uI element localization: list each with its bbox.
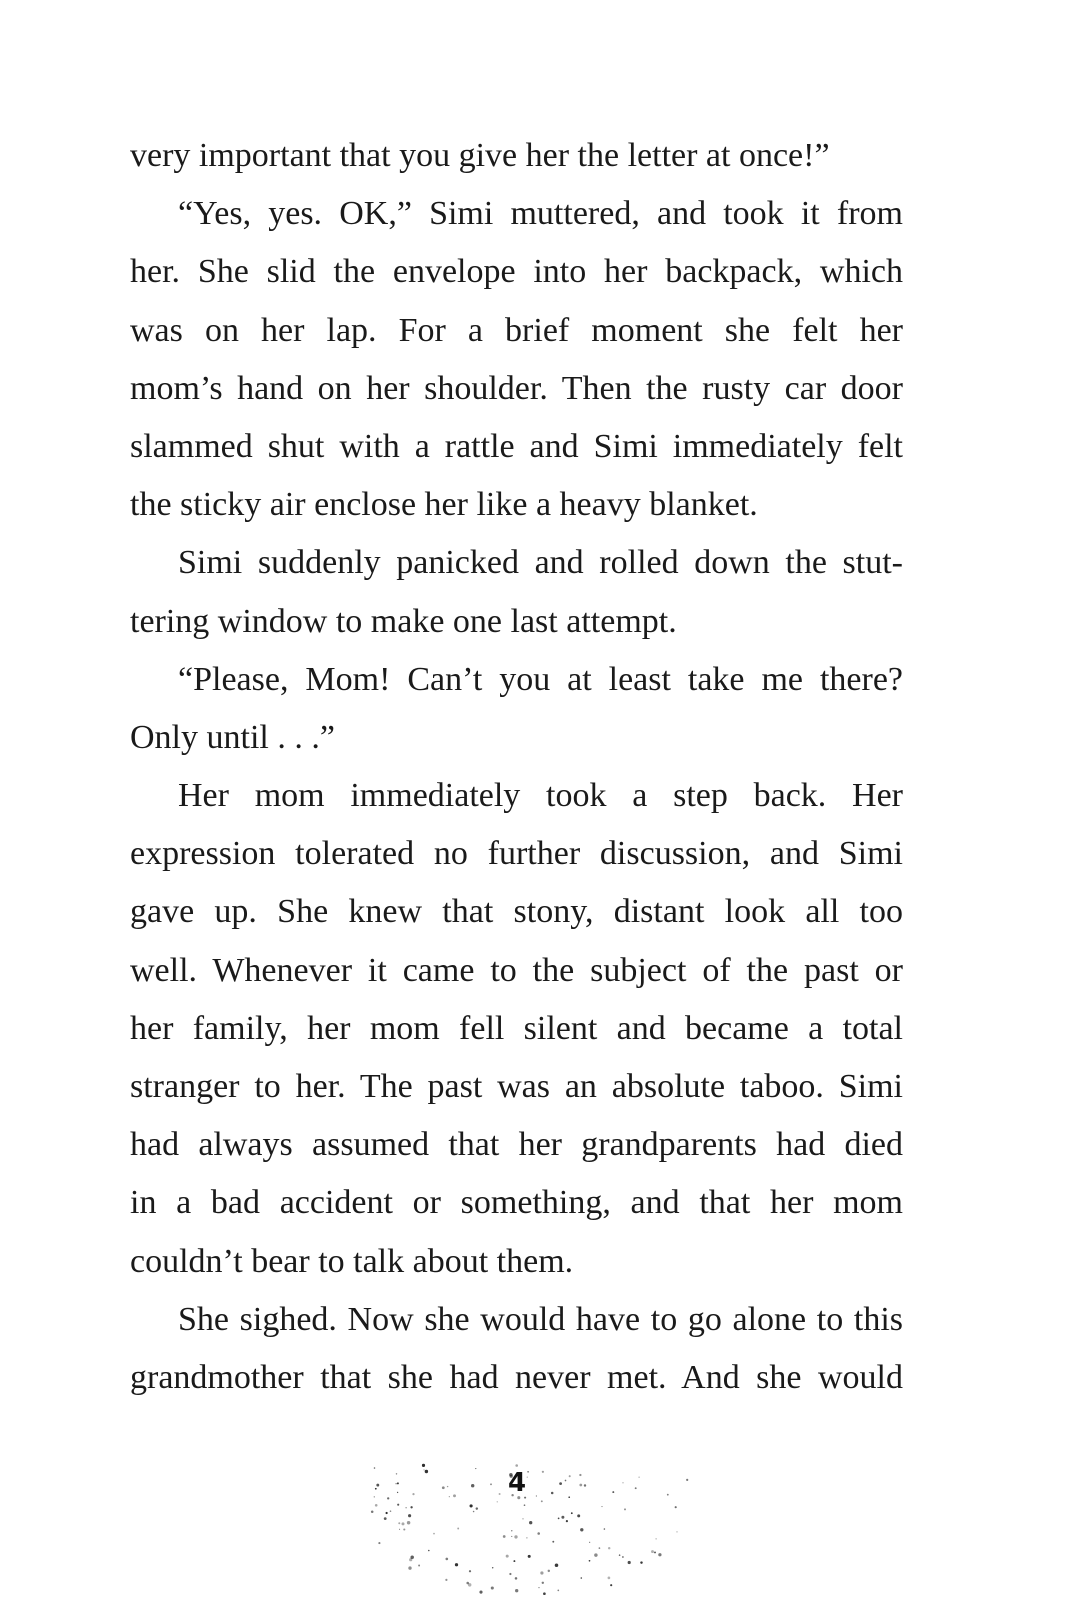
text-line: Her mom immediately took a step back. Her — [178, 777, 903, 815]
speckle-dot — [515, 1464, 518, 1467]
text-line: tering window to make one last attempt. — [130, 602, 677, 640]
speckle-dot — [612, 1491, 614, 1493]
speckle-dot — [589, 1542, 590, 1543]
page-number: 4 — [508, 1468, 527, 1498]
speckle-dot — [558, 1518, 560, 1520]
speckle-dot — [390, 1510, 392, 1512]
speckle-dot — [428, 1550, 430, 1552]
speckle-dot — [479, 1591, 482, 1594]
speckle-dot — [422, 1464, 425, 1467]
text-line: gave up. She knew that stony, distant look all too — [130, 893, 903, 931]
speckle-dot — [526, 1537, 527, 1538]
text-line: her. She slid the envelope into her backpack, which — [130, 253, 903, 291]
speckle-dot — [407, 1521, 410, 1524]
speckle-dot — [471, 1484, 474, 1487]
speckle-dot — [408, 1514, 411, 1517]
speckle-dot — [514, 1535, 517, 1538]
speckle-dot — [491, 1586, 494, 1589]
speckle-dot — [675, 1506, 677, 1508]
text-line: Simi suddenly panicked and rolled down the stut- — [178, 544, 903, 582]
speckle-dot — [541, 1500, 543, 1502]
speckle-dot — [557, 1590, 559, 1592]
page-footer — [340, 1455, 720, 1600]
speckle-dot — [470, 1504, 473, 1507]
speckle-dot — [396, 1473, 397, 1474]
speckle-dot — [543, 1592, 546, 1595]
speckle-dot — [624, 1508, 626, 1510]
speckle-dot — [599, 1547, 601, 1549]
speckle-dot — [509, 1573, 511, 1575]
speckle-dot — [568, 1496, 570, 1498]
speckle-dot — [528, 1555, 531, 1558]
speckle-dot — [492, 1567, 493, 1568]
speckle-dot — [408, 1566, 411, 1569]
speckle-dot — [555, 1563, 559, 1567]
speckle-dot — [402, 1522, 405, 1525]
speckle-dot — [425, 1470, 428, 1473]
speckle-dot — [536, 1496, 537, 1497]
speckle-dot — [569, 1475, 571, 1477]
speckle-dot — [601, 1506, 602, 1507]
speckle-dot — [397, 1482, 399, 1484]
speckle-dot — [638, 1477, 639, 1478]
speckle-dot — [385, 1512, 387, 1514]
speckle-dot — [398, 1522, 400, 1524]
speckle-dot — [511, 1530, 512, 1531]
speckle-dot — [375, 1504, 378, 1507]
speckle-dot — [410, 1506, 412, 1508]
speckle-dot — [686, 1479, 688, 1481]
speckle-dot — [418, 1565, 420, 1567]
speckle-dot — [445, 1579, 447, 1581]
speckle-dot — [442, 1486, 445, 1489]
speckle-dot — [455, 1563, 458, 1566]
speckle-dot — [445, 1558, 448, 1561]
speckle-dot — [374, 1496, 375, 1497]
speckle-dot — [566, 1520, 568, 1522]
speckle-dot — [374, 1467, 376, 1469]
speckle-dot — [449, 1496, 450, 1497]
speckle-dot — [397, 1492, 398, 1493]
speckle-dot — [447, 1486, 448, 1487]
speckle-dot — [515, 1589, 518, 1592]
speckle-dot — [651, 1550, 654, 1553]
speckle-dot — [610, 1584, 612, 1586]
text-line: “Please, Mom! Can’t you at least take me there? — [178, 660, 903, 698]
speckle-dot — [540, 1571, 543, 1574]
speckle-dot — [522, 1518, 523, 1519]
speckle-dot — [515, 1577, 518, 1580]
speckle-dot — [527, 1471, 529, 1473]
speckle-dot — [608, 1547, 610, 1549]
speckle-dot — [658, 1553, 661, 1556]
body-text — [130, 127, 903, 1407]
text-line: the sticky air enclose her like a heavy blanket. — [130, 486, 758, 524]
speckle-dot — [371, 1511, 374, 1514]
speckle-dot — [376, 1484, 379, 1487]
text-line: had always assumed that her grandparents had died — [130, 1126, 903, 1164]
text-line: her family, her mom fell silent and became a total — [130, 1009, 903, 1047]
speckle-dot — [551, 1492, 554, 1495]
speckle-dot — [622, 1556, 624, 1558]
speckle-dot — [511, 1536, 512, 1537]
text-line: She sighed. Now she would have to go alone to this — [178, 1300, 903, 1338]
speckle-dot — [503, 1535, 506, 1538]
speckle-dot — [387, 1497, 389, 1499]
speckle-dot — [375, 1488, 377, 1490]
speckle-dot — [581, 1577, 583, 1579]
speckle-dot — [538, 1587, 539, 1588]
speckle-dot — [529, 1521, 532, 1524]
speckle-dot — [542, 1582, 544, 1584]
speckle-dot — [579, 1474, 581, 1476]
speckle-dot — [565, 1480, 567, 1482]
speckle-dot — [513, 1560, 515, 1562]
speckle-decoration — [340, 1455, 720, 1600]
speckle-dot — [490, 1483, 492, 1485]
speckle-dot — [397, 1504, 399, 1506]
speckle-dot — [405, 1507, 406, 1508]
speckle-dot — [537, 1532, 540, 1535]
speckle-dot — [604, 1528, 606, 1530]
speckle-dot — [676, 1531, 677, 1532]
text-line: in a bad accident or something, and that her mom — [130, 1184, 903, 1222]
speckle-dot — [457, 1528, 459, 1530]
speckle-dot — [640, 1561, 642, 1563]
speckle-dot — [468, 1583, 471, 1586]
speckle-dot — [499, 1493, 501, 1495]
speckle-dot — [584, 1484, 586, 1486]
speckle-dot — [594, 1553, 597, 1556]
speckle-dot — [473, 1511, 475, 1513]
speckle-dot — [527, 1477, 528, 1478]
speckle-dot — [453, 1494, 456, 1497]
text-line: mom’s hand on her shoulder. Then the rusty car door — [130, 369, 903, 407]
speckle-dot — [410, 1555, 414, 1559]
speckle-dot — [524, 1504, 526, 1506]
speckle-dot — [384, 1517, 387, 1520]
speckle-dot — [475, 1468, 476, 1469]
speckle-dot — [469, 1570, 471, 1572]
speckle-dot — [571, 1512, 573, 1514]
speckle-dot — [497, 1501, 498, 1502]
speckle-dot — [580, 1528, 583, 1531]
speckle-dot — [622, 1482, 623, 1483]
speckle-dot — [635, 1487, 637, 1489]
speckle-dot — [559, 1482, 562, 1485]
speckle-dot — [506, 1555, 509, 1558]
text-line: expression tolerated no further discussion, and Simi — [130, 835, 903, 873]
speckle-dot — [561, 1516, 564, 1519]
speckle-dot — [433, 1533, 435, 1535]
speckle-dot — [589, 1560, 591, 1562]
speckle-dot — [378, 1542, 380, 1544]
speckle-dot — [395, 1483, 396, 1484]
speckle-dot — [423, 1469, 424, 1470]
text-line: “Yes, yes. OK,” Simi muttered, and took it from — [178, 195, 903, 233]
text-line: couldn’t bear to talk about them. — [130, 1242, 574, 1280]
speckle-dot — [552, 1541, 554, 1543]
speckle-dot — [403, 1528, 405, 1530]
speckle-dot — [399, 1529, 400, 1530]
speckle-dot — [548, 1570, 550, 1572]
speckle-dot — [476, 1507, 478, 1509]
text-line: Only until . . .” — [130, 718, 335, 756]
speckle-dot — [608, 1577, 611, 1580]
text-line: was on her lap. For a brief moment she felt her — [130, 311, 903, 349]
speckle-dot — [577, 1514, 580, 1517]
speckle-dot — [654, 1551, 656, 1553]
text-line: very important that you give her the letter at once!” — [130, 137, 830, 174]
speckle-dot — [655, 1538, 656, 1539]
speckle-dot — [619, 1554, 621, 1556]
speckle-dot — [412, 1493, 414, 1495]
speckle-dot — [542, 1471, 544, 1473]
text-line: stranger to her. The past was an absolute taboo. Simi — [130, 1068, 903, 1105]
speckle-dot — [628, 1561, 631, 1564]
text-line: slammed shut with a rattle and Simi immediately felt — [130, 427, 903, 465]
speckle-dot — [579, 1484, 582, 1487]
text-line: grandmother that she had never met. And she would — [130, 1358, 903, 1396]
speckle-dot — [667, 1494, 669, 1496]
text-line: well. Whenever it came to the subject of the past or — [130, 951, 903, 989]
